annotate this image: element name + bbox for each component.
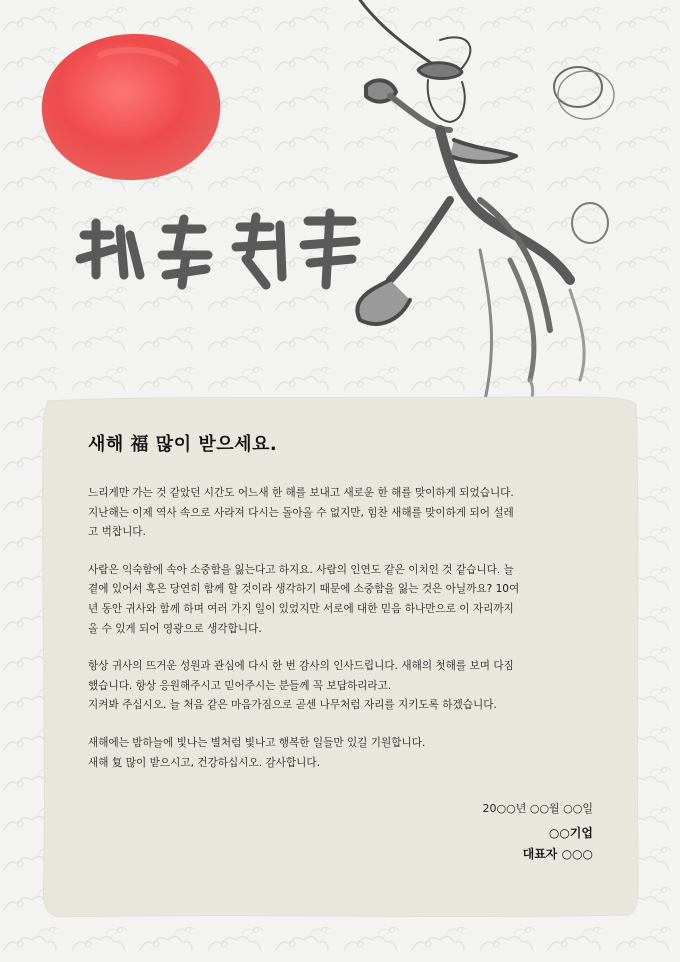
paragraph-4: 새해에는 밤하늘에 빛나는 별처럼 빛나고 행복한 일들만 있길 기원합니다. 새해 复 많이 받으시고, 건강하십시오. 감사합니다. — [88, 736, 426, 769]
page-title: 새해 福 많이 받으세요. — [88, 434, 278, 455]
company-name: ○○기업 — [548, 826, 593, 840]
paragraph-2: 사람은 익숙함에 속아 소중함을 잃는다고 하지요. 사람의 인연도 같은 이치인 것 같습니다. 늘 곁에 있어서 혹은 당연히 함께 할 것이라 생각하기 때문에 소중함을 잃는 것은 아닐까요? 10여 년 동안 귀사와 함께 하며 여러 가지 일이 있었지만 서로에 대한 믿음 하나만으로 이 자리까지 올 수 있게 되어 영광으로 생각합니다. — [88, 563, 520, 635]
calligraphy-artwork — [70, 205, 370, 295]
letter-body — [88, 432, 596, 791]
letter-date: 20○○년 ○○월 ○○일 — [482, 802, 593, 815]
ceo-signature: 대표자 ○○○ — [522, 847, 593, 861]
paragraph-3: 항상 귀사의 뜨거운 성원과 관심에 다시 한 번 감사의 인사드립니다. 새해의 첫해를 보며 다짐 했습니다. 항상 응원해주시고 믿어주시는 분들께 꼭 보답하리라고. 지켜봐 주십시오. 늘 처음 같은 마음가짐으로 곧센 나무처럼 자리를 지키도록 하겠습니다. — [88, 660, 514, 712]
red-sun-icon — [38, 28, 224, 184]
paragraph-1: 느리게만 가는 것 같았던 시간도 어느새 한 해를 보내고 새로운 한 해를 맞이하게 되었습니다. 지난해는 이제 역사 속으로 사라져 다시는 돌아올 수 없지만, 힘찬 새해를 맞이하게 되어 설레 고 벅찹니다. — [88, 487, 514, 539]
